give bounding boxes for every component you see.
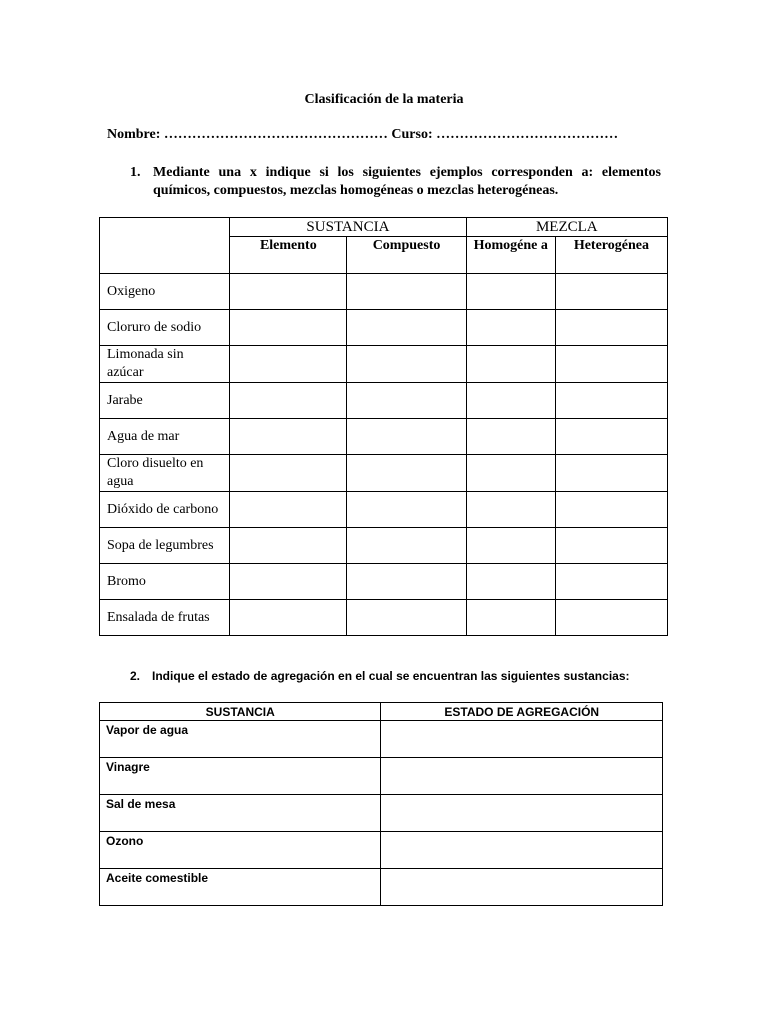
- answer-cell-homogenea[interactable]: [466, 419, 555, 455]
- answer-cell-compuesto[interactable]: [347, 274, 466, 310]
- answer-cell-heterogenea[interactable]: [555, 528, 667, 564]
- table-row: [100, 832, 663, 869]
- table-row: [100, 721, 663, 758]
- nombre-label: Nombre:: [107, 127, 161, 142]
- row-label: Vapor de agua: [100, 721, 381, 758]
- answer-cell-homogenea[interactable]: [466, 600, 555, 636]
- table-row: [100, 383, 668, 419]
- question-2-number: 2.: [130, 669, 141, 683]
- student-info-line: [107, 127, 618, 143]
- page-title: Clasificación de la materia: [304, 92, 464, 107]
- answer-cell-estado[interactable]: [381, 795, 663, 832]
- answer-cell-compuesto[interactable]: [347, 346, 466, 383]
- answer-cell-heterogenea[interactable]: [555, 492, 667, 528]
- table-row: [100, 492, 668, 528]
- answer-cell-homogenea[interactable]: [466, 564, 555, 600]
- question-1-text: Mediante una x indique si los siguientes ejemplos corresponden a: elementos químicos, compuestos, mezclas homogéneas o mezclas heterogéneas.: [153, 165, 661, 198]
- question-2-text: Indique el estado de agregación en el cual se encuentran las siguientes sustancias:: [152, 669, 630, 683]
- answer-cell-elemento[interactable]: [230, 564, 347, 600]
- classification-table: [99, 217, 668, 636]
- question-1: [130, 164, 661, 200]
- answer-cell-compuesto[interactable]: [347, 383, 466, 419]
- answer-cell-heterogenea[interactable]: [555, 600, 667, 636]
- answer-cell-heterogenea[interactable]: [555, 564, 667, 600]
- header-sustancia-2: SUSTANCIA: [100, 703, 381, 721]
- row-label: Sal de mesa: [100, 795, 381, 832]
- row-label: Dióxido de carbono: [100, 492, 230, 528]
- row-label: Bromo: [100, 564, 230, 600]
- answer-cell-heterogenea[interactable]: [555, 346, 667, 383]
- header-mezcla: MEZCLA: [466, 218, 667, 237]
- curso-blank[interactable]: …………………………………: [436, 127, 619, 142]
- row-label: Cloro disuelto en agua: [100, 455, 230, 492]
- table-row: [100, 795, 663, 832]
- answer-cell-compuesto[interactable]: [347, 455, 466, 492]
- state-table: [99, 702, 663, 906]
- answer-cell-elemento[interactable]: [230, 419, 347, 455]
- row-label: Aceite comestible: [100, 869, 381, 906]
- answer-cell-heterogenea[interactable]: [555, 310, 667, 346]
- answer-cell-elemento[interactable]: [230, 274, 347, 310]
- table-row: [100, 528, 668, 564]
- row-label: Ozono: [100, 832, 381, 869]
- header-estado: ESTADO DE AGREGACIÓN: [381, 703, 663, 721]
- table-row: [100, 274, 668, 310]
- answer-cell-elemento[interactable]: [230, 383, 347, 419]
- header-heterogenea: Heterogénea: [555, 237, 667, 274]
- answer-cell-elemento[interactable]: [230, 528, 347, 564]
- answer-cell-homogenea[interactable]: [466, 383, 555, 419]
- answer-cell-elemento[interactable]: [230, 492, 347, 528]
- answer-cell-elemento[interactable]: [230, 346, 347, 383]
- row-label: Vinagre: [100, 758, 381, 795]
- header-sustancia: SUSTANCIA: [230, 218, 466, 237]
- answer-cell-homogenea[interactable]: [466, 528, 555, 564]
- answer-cell-estado[interactable]: [381, 832, 663, 869]
- curso-label: Curso:: [391, 127, 433, 142]
- row-label: Limonada sin azúcar: [100, 346, 230, 383]
- question-2: [130, 669, 630, 683]
- table-row: [100, 600, 668, 636]
- table-row: [100, 758, 663, 795]
- answer-cell-homogenea[interactable]: [466, 274, 555, 310]
- answer-cell-compuesto[interactable]: [347, 310, 466, 346]
- answer-cell-heterogenea[interactable]: [555, 419, 667, 455]
- nombre-blank[interactable]: …………………………………………: [163, 127, 388, 142]
- row-label: Jarabe: [100, 383, 230, 419]
- answer-cell-heterogenea[interactable]: [555, 383, 667, 419]
- answer-cell-estado[interactable]: [381, 869, 663, 906]
- answer-cell-homogenea[interactable]: [466, 346, 555, 383]
- row-label: Cloruro de sodio: [100, 310, 230, 346]
- answer-cell-estado[interactable]: [381, 721, 663, 758]
- header-compuesto: Compuesto: [347, 237, 466, 274]
- answer-cell-compuesto[interactable]: [347, 492, 466, 528]
- answer-cell-compuesto[interactable]: [347, 600, 466, 636]
- answer-cell-elemento[interactable]: [230, 310, 347, 346]
- answer-cell-compuesto[interactable]: [347, 419, 466, 455]
- table-row: [100, 455, 668, 492]
- row-label: Sopa de legumbres: [100, 528, 230, 564]
- table-row: [100, 419, 668, 455]
- table-row: [100, 310, 668, 346]
- answer-cell-compuesto[interactable]: [347, 564, 466, 600]
- table-row: [100, 869, 663, 906]
- row-label: Agua de mar: [100, 419, 230, 455]
- table-row: [100, 346, 668, 383]
- table-row: [100, 564, 668, 600]
- answer-cell-heterogenea[interactable]: [555, 455, 667, 492]
- answer-cell-compuesto[interactable]: [347, 528, 466, 564]
- corner-cell: [100, 218, 230, 274]
- header-elemento: Elemento: [230, 237, 347, 274]
- answer-cell-homogenea[interactable]: [466, 455, 555, 492]
- answer-cell-heterogenea[interactable]: [555, 274, 667, 310]
- row-label: Oxigeno: [100, 274, 230, 310]
- row-label: Ensalada de frutas: [100, 600, 230, 636]
- header-homogenea: Homogéne a: [466, 237, 555, 274]
- answer-cell-elemento[interactable]: [230, 600, 347, 636]
- answer-cell-estado[interactable]: [381, 758, 663, 795]
- question-1-number: 1.: [130, 165, 141, 180]
- answer-cell-elemento[interactable]: [230, 455, 347, 492]
- answer-cell-homogenea[interactable]: [466, 492, 555, 528]
- answer-cell-homogenea[interactable]: [466, 310, 555, 346]
